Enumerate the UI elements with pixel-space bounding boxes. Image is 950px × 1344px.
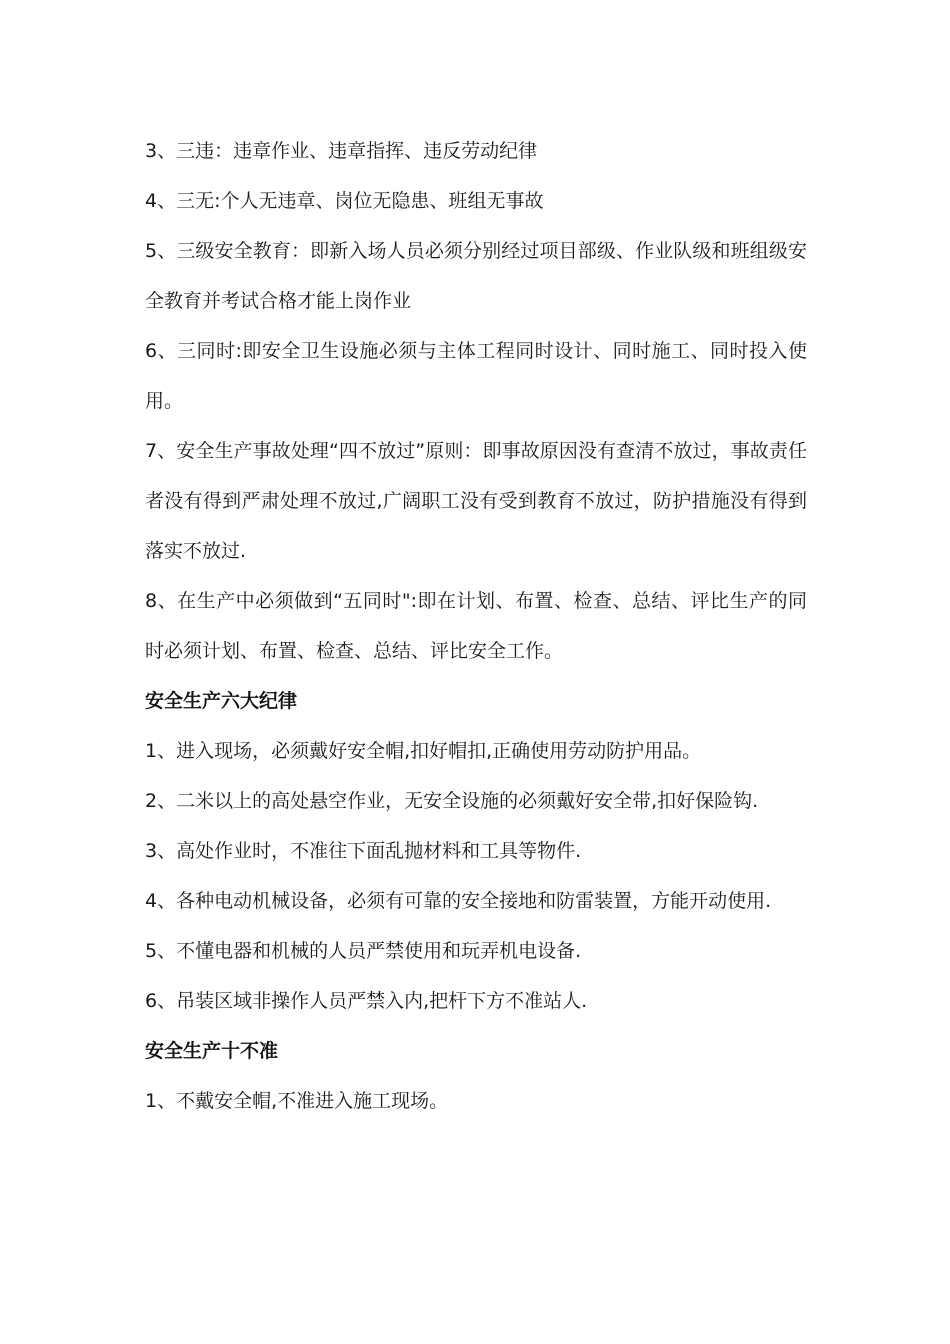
rule-item: 7、安全生产事故处理“四不放过”原则：即事故原因没有查清不放过，事故责任者没有得到严肃处理不放过,广阔职工没有受到教育不放过，防护措施没有得到落实不放过. (145, 440, 807, 562)
rule-item: 5、三级安全教育：即新入场人员必须分别经过项目部级、作业队级和班组级安全教育并考试合格才能上岗作业 (145, 240, 807, 312)
discipline-item: 2、二米以上的高处悬空作业，无安全设施的必须戴好安全带,扣好保险钩. (145, 790, 759, 812)
discipline-item: 5、不懂电器和机械的人员严禁使用和玩弄机电设备. (145, 940, 582, 962)
discipline-item: 1、进入现场，必须戴好安全帽,扣好帽扣,正确使用劳动防护用品。 (145, 740, 702, 762)
rule-item: 8、在生产中必须做到“五同时":即在计划、布置、检查、总结、评比生产的同时必须计划、布置、检查、总结、评比安全工作。 (145, 590, 807, 662)
prohibition-item: 1、不戴安全帽,不准进入施工现场。 (145, 1090, 449, 1112)
rule-item: 4、三无:个人无违章、岗位无隐患、班组无事故 (145, 190, 544, 212)
section-heading-ten-prohibitions: 安全生产十不准 (145, 1040, 279, 1062)
discipline-item: 4、各种电动机械设备，必须有可靠的安全接地和防雷装置，方能开动使用. (145, 890, 772, 912)
discipline-item: 6、吊装区域非操作人员严禁入内,把杆下方不准站人. (145, 990, 588, 1012)
rule-item: 6、三同时:即安全卫生设施必须与主体工程同时设计、同时施工、同时投入使用。 (145, 340, 807, 412)
document-body (145, 126, 807, 1126)
section-heading-six-disciplines: 安全生产六大纪律 (145, 690, 298, 712)
rule-item: 3、三违：违章作业、违章指挥、违反劳动纪律 (145, 140, 538, 162)
discipline-item: 3、高处作业时，不准往下面乱抛材料和工具等物件. (145, 840, 582, 862)
